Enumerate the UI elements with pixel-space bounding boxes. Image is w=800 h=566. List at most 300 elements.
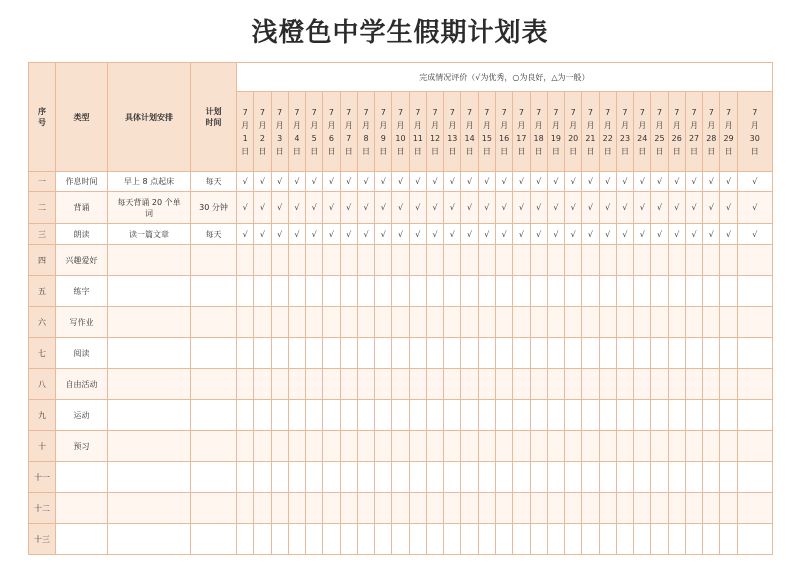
row-mark <box>409 369 426 400</box>
row-mark <box>703 276 720 307</box>
row-mark <box>306 462 323 493</box>
row-mark <box>720 245 737 276</box>
row-mark <box>668 462 685 493</box>
row-mark <box>651 400 668 431</box>
row-index: 十三 <box>29 524 56 555</box>
header-day-2 <box>254 92 271 172</box>
row-mark: √ <box>685 172 702 192</box>
day-suffix: 日 <box>413 146 422 156</box>
day-number: 8 <box>363 133 369 143</box>
day-month-char: 月 <box>707 120 716 130</box>
row-mark: √ <box>495 172 512 192</box>
row-mark <box>306 400 323 431</box>
row-mark <box>582 493 599 524</box>
row-mark <box>237 276 254 307</box>
row-mark <box>409 524 426 555</box>
table-row <box>29 493 773 524</box>
day-month: 7 <box>259 107 265 117</box>
row-mark <box>599 524 616 555</box>
day-number: 23 <box>619 133 631 143</box>
row-mark <box>357 307 374 338</box>
row-mark <box>737 338 772 369</box>
row-mark <box>444 431 461 462</box>
row-mark: √ <box>599 224 616 245</box>
row-index: 一 <box>29 172 56 192</box>
header-day-22 <box>599 92 616 172</box>
row-mark: √ <box>409 172 426 192</box>
day-month-char: 月 <box>620 120 629 130</box>
row-index: 三 <box>29 224 56 245</box>
day-suffix: 日 <box>672 146 681 156</box>
row-mark <box>461 524 478 555</box>
row-mark <box>357 462 374 493</box>
row-mark: √ <box>547 172 564 192</box>
row-mark <box>685 338 702 369</box>
row-plan <box>108 369 191 400</box>
row-mark <box>288 462 305 493</box>
header-day-21 <box>582 92 599 172</box>
day-month-char: 月 <box>690 120 699 130</box>
row-time <box>191 276 237 307</box>
day-suffix: 日 <box>448 146 457 156</box>
row-mark <box>357 338 374 369</box>
row-mark <box>530 276 547 307</box>
row-mark <box>323 493 340 524</box>
row-mark <box>357 493 374 524</box>
day-month-char: 月 <box>344 120 353 130</box>
day-month: 7 <box>311 107 317 117</box>
row-mark: √ <box>685 192 702 224</box>
day-number: 25 <box>654 133 665 143</box>
header-day-20 <box>565 92 582 172</box>
row-mark <box>409 307 426 338</box>
row-mark: √ <box>547 224 564 245</box>
day-month: 7 <box>277 107 283 117</box>
row-mark: √ <box>357 224 374 245</box>
day-month: 7 <box>674 107 680 117</box>
row-mark <box>254 524 271 555</box>
row-mark: √ <box>495 192 512 224</box>
row-plan <box>108 307 191 338</box>
row-mark <box>306 431 323 462</box>
day-suffix: 日 <box>603 146 612 156</box>
row-mark <box>306 524 323 555</box>
day-suffix: 日 <box>690 146 699 156</box>
day-month: 7 <box>501 107 507 117</box>
row-mark: √ <box>392 172 409 192</box>
day-number: 28 <box>706 133 717 143</box>
row-mark <box>737 431 772 462</box>
day-number: 9 <box>380 133 386 143</box>
row-mark <box>375 245 392 276</box>
row-mark <box>565 276 582 307</box>
row-mark: √ <box>530 224 547 245</box>
row-mark: √ <box>737 224 772 245</box>
row-mark <box>495 338 512 369</box>
row-mark <box>737 462 772 493</box>
row-mark <box>599 369 616 400</box>
row-mark <box>530 307 547 338</box>
row-mark: √ <box>444 192 461 224</box>
row-mark <box>513 307 530 338</box>
day-month-char: 月 <box>724 120 733 130</box>
header-type: 类型 <box>56 63 108 172</box>
row-mark: √ <box>357 172 374 192</box>
day-month: 7 <box>363 107 369 117</box>
day-number: 29 <box>723 133 734 143</box>
row-plan <box>108 338 191 369</box>
header-day-18 <box>530 92 547 172</box>
row-mark <box>547 493 564 524</box>
row-mark <box>461 431 478 462</box>
row-mark <box>685 462 702 493</box>
day-month: 7 <box>656 107 663 117</box>
row-mark <box>254 400 271 431</box>
row-mark <box>306 493 323 524</box>
row-mark <box>651 431 668 462</box>
row-mark <box>530 338 547 369</box>
row-mark: √ <box>651 172 668 192</box>
day-month-char: 月 <box>396 120 405 130</box>
day-number: 11 <box>412 133 423 143</box>
row-mark <box>513 369 530 400</box>
row-plan <box>108 245 191 276</box>
row-mark <box>461 462 478 493</box>
row-mark <box>530 245 547 276</box>
row-mark <box>703 462 720 493</box>
table-row <box>29 172 773 192</box>
row-mark <box>444 276 461 307</box>
row-mark <box>444 462 461 493</box>
row-type: 作息时间 <box>56 172 108 192</box>
day-number: 20 <box>568 133 579 143</box>
day-month-char: 月 <box>465 120 474 130</box>
row-mark <box>323 276 340 307</box>
row-mark <box>461 338 478 369</box>
row-mark <box>426 400 443 431</box>
row-mark: √ <box>392 224 409 245</box>
row-mark: √ <box>271 224 288 245</box>
row-mark <box>237 338 254 369</box>
row-mark <box>547 245 564 276</box>
row-mark: √ <box>616 192 633 224</box>
row-mark <box>323 307 340 338</box>
row-mark <box>392 307 409 338</box>
day-month: 7 <box>726 107 732 117</box>
day-month: 7 <box>691 107 697 117</box>
day-month-char: 月 <box>379 120 388 130</box>
row-mark <box>565 369 582 400</box>
row-mark <box>444 245 461 276</box>
row-mark <box>323 431 340 462</box>
row-time <box>191 245 237 276</box>
day-month: 7 <box>605 107 611 117</box>
row-mark <box>495 276 512 307</box>
row-mark <box>271 245 288 276</box>
row-mark <box>340 338 357 369</box>
row-mark <box>288 524 305 555</box>
row-mark <box>495 431 512 462</box>
day-month-char: 月 <box>258 120 267 130</box>
day-month-char: 月 <box>586 120 595 130</box>
row-mark <box>668 245 685 276</box>
row-mark: √ <box>254 224 271 245</box>
row-mark: √ <box>409 224 426 245</box>
row-mark <box>599 462 616 493</box>
row-mark <box>616 276 633 307</box>
row-mark <box>651 307 668 338</box>
row-mark <box>357 431 374 462</box>
row-mark <box>237 493 254 524</box>
row-mark <box>720 431 737 462</box>
table-row <box>29 524 773 555</box>
row-mark <box>616 462 633 493</box>
row-index: 七 <box>29 338 56 369</box>
row-mark <box>306 276 323 307</box>
row-mark: √ <box>720 172 737 192</box>
row-mark <box>582 524 599 555</box>
row-mark: √ <box>651 224 668 245</box>
day-number: 1 <box>242 133 248 143</box>
row-mark: √ <box>461 224 478 245</box>
row-mark <box>495 245 512 276</box>
row-mark <box>271 338 288 369</box>
row-mark <box>651 462 668 493</box>
table-row <box>29 276 773 307</box>
row-mark: √ <box>495 224 512 245</box>
plan-table <box>28 62 773 555</box>
day-month-char: 月 <box>292 120 301 130</box>
row-mark: √ <box>409 192 426 224</box>
day-number: 21 <box>585 133 596 143</box>
row-mark: √ <box>323 172 340 192</box>
row-mark <box>599 493 616 524</box>
row-mark <box>461 400 478 431</box>
row-mark <box>720 369 737 400</box>
row-mark <box>737 369 772 400</box>
row-mark <box>685 431 702 462</box>
row-mark <box>478 338 495 369</box>
row-mark <box>426 524 443 555</box>
header-day-29 <box>720 92 737 172</box>
row-mark <box>392 400 409 431</box>
row-mark: √ <box>478 192 495 224</box>
row-mark <box>720 307 737 338</box>
day-number: 4 <box>294 133 300 143</box>
row-mark <box>651 338 668 369</box>
row-mark <box>288 493 305 524</box>
row-mark <box>323 524 340 555</box>
row-mark <box>392 431 409 462</box>
row-mark <box>599 431 616 462</box>
day-suffix: 日 <box>258 146 267 156</box>
day-suffix: 日 <box>275 146 284 156</box>
row-mark: √ <box>340 192 357 224</box>
row-mark <box>599 338 616 369</box>
day-suffix: 日 <box>500 146 509 156</box>
header-day-17 <box>513 92 530 172</box>
day-month: 7 <box>467 107 473 117</box>
row-plan <box>108 400 191 431</box>
row-type: 朗读 <box>56 224 108 245</box>
row-mark <box>495 524 512 555</box>
day-month: 7 <box>587 107 593 117</box>
row-mark <box>703 524 720 555</box>
row-plan <box>108 431 191 462</box>
header-evaluation: 完成情况评价（√为优秀，○为良好，△为一般） <box>237 63 773 92</box>
row-mark: √ <box>634 224 651 245</box>
day-month: 7 <box>639 107 645 117</box>
row-mark <box>288 307 305 338</box>
row-mark <box>306 307 323 338</box>
header-day-11 <box>409 92 426 172</box>
day-month-char: 月 <box>569 120 578 130</box>
day-month: 7 <box>397 107 404 117</box>
row-mark: √ <box>703 172 720 192</box>
row-mark: √ <box>634 172 651 192</box>
row-mark: √ <box>375 192 392 224</box>
row-mark: √ <box>565 192 582 224</box>
row-mark: √ <box>634 192 651 224</box>
row-time <box>191 493 237 524</box>
header-index-line1: 序 <box>38 107 46 116</box>
table-row <box>29 338 773 369</box>
header-day-26 <box>668 92 685 172</box>
row-mark <box>461 369 478 400</box>
row-mark <box>375 400 392 431</box>
row-mark <box>651 276 668 307</box>
row-mark <box>616 369 633 400</box>
row-mark <box>737 245 772 276</box>
row-mark <box>495 369 512 400</box>
row-mark <box>616 307 633 338</box>
row-mark <box>668 431 685 462</box>
row-mark <box>357 276 374 307</box>
row-mark <box>375 431 392 462</box>
row-mark: √ <box>426 172 443 192</box>
row-time <box>191 338 237 369</box>
row-plan <box>108 524 191 555</box>
day-month-char: 月 <box>327 120 336 130</box>
row-mark <box>461 276 478 307</box>
row-mark <box>634 462 651 493</box>
row-mark <box>703 493 720 524</box>
day-suffix: 日 <box>620 146 629 156</box>
row-mark <box>720 524 737 555</box>
day-month-char: 月 <box>750 120 759 130</box>
row-mark <box>530 400 547 431</box>
row-mark <box>409 431 426 462</box>
day-suffix: 日 <box>344 146 353 156</box>
header-day-6 <box>323 92 340 172</box>
row-time <box>191 307 237 338</box>
header-plan: 具体计划安排 <box>108 63 191 172</box>
row-mark <box>634 307 651 338</box>
day-month-char: 月 <box>655 120 664 130</box>
day-month: 7 <box>432 107 438 117</box>
row-mark <box>444 369 461 400</box>
day-month-char: 月 <box>603 120 612 130</box>
row-mark <box>254 245 271 276</box>
row-mark: √ <box>426 224 443 245</box>
day-month-char: 月 <box>448 120 457 130</box>
row-mark <box>478 369 495 400</box>
day-number: 14 <box>464 133 475 143</box>
row-mark <box>409 245 426 276</box>
row-mark <box>565 462 582 493</box>
row-mark <box>237 431 254 462</box>
row-mark <box>703 307 720 338</box>
row-mark <box>288 276 305 307</box>
row-mark <box>547 276 564 307</box>
day-suffix: 日 <box>482 146 491 156</box>
row-mark <box>616 338 633 369</box>
row-mark <box>444 400 461 431</box>
header-day-25 <box>651 92 668 172</box>
row-mark <box>357 245 374 276</box>
row-mark <box>271 431 288 462</box>
row-mark <box>237 400 254 431</box>
row-mark: √ <box>513 192 530 224</box>
row-mark <box>288 369 305 400</box>
table-row <box>29 431 773 462</box>
row-mark <box>461 307 478 338</box>
day-month-char: 月 <box>517 120 526 130</box>
row-mark <box>616 493 633 524</box>
row-mark <box>323 245 340 276</box>
header-index-line2: 号 <box>38 118 46 127</box>
day-month: 7 <box>328 107 334 117</box>
row-mark <box>340 431 357 462</box>
row-mark <box>271 462 288 493</box>
row-mark <box>392 245 409 276</box>
row-mark <box>565 338 582 369</box>
day-suffix: 日 <box>379 146 388 156</box>
row-mark <box>306 369 323 400</box>
row-mark <box>478 462 495 493</box>
row-mark <box>288 338 305 369</box>
day-number: 2 <box>259 133 265 143</box>
row-mark: √ <box>530 172 547 192</box>
row-mark <box>685 276 702 307</box>
row-index: 九 <box>29 400 56 431</box>
row-mark: √ <box>651 192 668 224</box>
row-mark <box>582 400 599 431</box>
row-mark <box>478 493 495 524</box>
row-mark <box>288 400 305 431</box>
row-mark <box>392 462 409 493</box>
row-mark <box>254 338 271 369</box>
row-mark <box>478 431 495 462</box>
table-row <box>29 307 773 338</box>
header-day-19 <box>547 92 564 172</box>
row-type <box>56 493 108 524</box>
row-type: 阅读 <box>56 338 108 369</box>
row-mark <box>599 245 616 276</box>
row-mark <box>565 400 582 431</box>
row-mark <box>685 524 702 555</box>
day-suffix: 日 <box>586 146 595 156</box>
row-mark: √ <box>444 172 461 192</box>
row-mark <box>547 400 564 431</box>
row-mark <box>565 493 582 524</box>
row-mark: √ <box>547 192 564 224</box>
day-suffix: 日 <box>750 146 759 156</box>
day-suffix: 日 <box>707 146 716 156</box>
row-mark <box>685 245 702 276</box>
row-mark <box>668 524 685 555</box>
row-mark: √ <box>668 192 685 224</box>
